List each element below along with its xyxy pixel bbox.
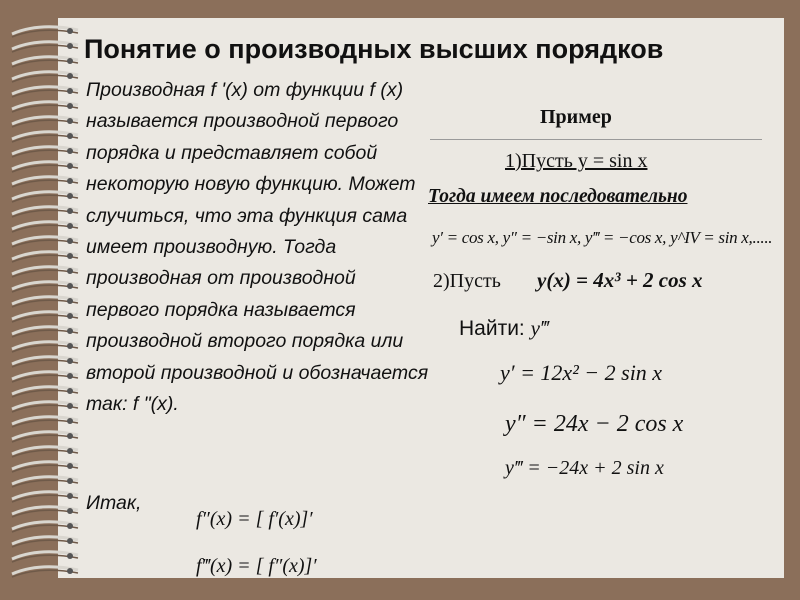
example-divider xyxy=(430,139,762,140)
binding-ring xyxy=(12,237,78,247)
binding-ring xyxy=(12,117,78,127)
binding-ring xyxy=(12,102,78,112)
binding-ring xyxy=(12,477,78,487)
find-line xyxy=(459,316,549,341)
second-derivative: y″ = 24x − 2 cos x xyxy=(505,411,684,437)
binding-ring xyxy=(12,267,78,277)
binding-ring xyxy=(12,417,78,427)
binding-ring xyxy=(12,72,78,82)
example-item-2-prefix: 2)Пусть xyxy=(433,270,501,292)
binding-ring xyxy=(12,312,78,322)
binding-ring xyxy=(12,252,78,262)
binding-ring xyxy=(12,342,78,352)
find-target: y‴ xyxy=(530,316,549,340)
example-title: Пример xyxy=(540,106,612,128)
binding-ring xyxy=(12,297,78,307)
binding-ring xyxy=(12,87,78,97)
binding-ring xyxy=(12,537,78,547)
binding-ring xyxy=(12,462,78,472)
binding-ring xyxy=(12,57,78,67)
binding-ring xyxy=(12,357,78,367)
binding-ring xyxy=(12,147,78,157)
binding-ring xyxy=(12,492,78,502)
binding-ring xyxy=(12,372,78,382)
binding-ring xyxy=(12,507,78,517)
slide-title: Понятие о производных высших порядков xyxy=(84,34,664,64)
third-derivative: y‴ = −24x + 2 sin x xyxy=(505,457,664,479)
formula-third-derivative: f‴(x) = [ f″(x)]′ xyxy=(196,555,317,577)
binding-ring xyxy=(12,132,78,142)
binding-ring xyxy=(12,387,78,397)
binding-ring xyxy=(12,42,78,52)
binding-ring xyxy=(12,192,78,202)
binding-ring xyxy=(12,552,78,562)
binding-ring xyxy=(12,162,78,172)
binding-ring xyxy=(12,402,78,412)
binding-ring xyxy=(12,567,78,577)
binding-ring xyxy=(12,522,78,532)
first-derivative: y′ = 12x² − 2 sin x xyxy=(500,360,663,385)
itak-label: Итак, xyxy=(86,492,142,514)
binding-ring xyxy=(12,282,78,292)
binding-ring xyxy=(12,327,78,337)
binding-ring xyxy=(12,432,78,442)
find-label: Найти: xyxy=(459,317,525,340)
derivative-sequence: y′ = cos x, y″ = −sin x, y‴ = −cos x, y^IV = sin x,..... xyxy=(432,228,773,247)
example-item-2-function: y(x) = 4x³ + 2 cos x xyxy=(537,268,703,292)
binding-ring xyxy=(12,207,78,217)
binding-ring xyxy=(12,447,78,457)
formula-second-derivative: f″(x) = [ f′(x)]′ xyxy=(196,508,313,530)
definition-text: Производная f '(x) от функции f (x) называется производной первого порядка и представляет собой некоторую новую функцию. Может случиться, что эта функция сама имеет производную. Тогда производная от производной первого порядка называется производной второго порядка или второй производной и обозначается так: f "(x). xyxy=(86,79,429,416)
then-text: Тогда имеем последовательно xyxy=(428,186,688,207)
binding-ring xyxy=(12,177,78,187)
example-item-1: 1)Пусть у = sin x xyxy=(505,150,648,172)
binding-ring xyxy=(12,222,78,232)
binding-ring xyxy=(12,27,78,37)
